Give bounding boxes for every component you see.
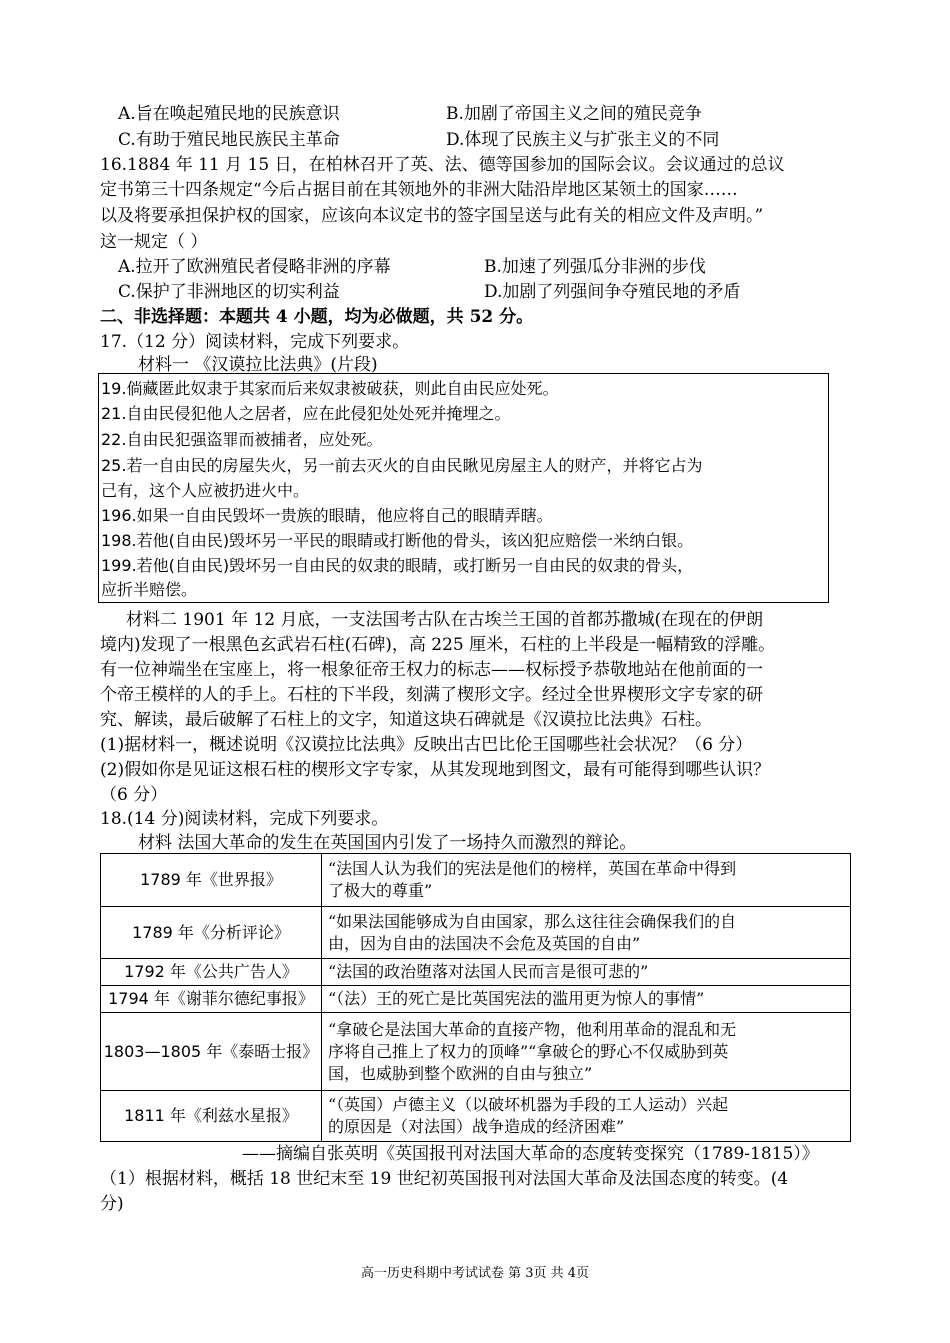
q16-stem-line: 以及将要承担保护权的国家，应该向本议定书的签字国呈送与此有关的相应文件及声明。” [100,206,764,226]
q16-stem-line: 定书第三十四条规定“今后占据目前在其领地外的非洲大陆沿岸地区某领土的国家…… [100,180,738,200]
quote-line: 的原因是（对法国）战争造成的经济困难” [328,1117,625,1136]
law-clause: 25.若一自由民的房屋失火，另一前去灭火的自由民瞅见房屋主人的财产，并将它占为 [101,456,703,475]
law-clause: 21.自由民侵犯他人之居者，应在此侵犯处处死并掩埋之。 [101,404,511,423]
q18-material-title: 材料 法国大革命的发生在英国国内引发了一场持久而激烈的辩论。 [138,833,637,853]
quote-line: “拿破仑是法国大革命的直接产物，他利用革命的混乱和无 [328,1019,737,1039]
table-source-cell: 1792 年《公共广告人》 [101,959,322,986]
q18-newspaper-table [100,853,851,1142]
table-row [101,959,851,986]
quote-line: “如果法国能够成为自由国家，那么这往往会确保我们的自 [328,911,737,931]
q15-option-d: D.体现了民族主义与扩张主义的不同 [446,130,720,150]
law-clause: 己有，这个人应被扔进火中。 [101,481,310,500]
table-source-cell: 1794 年《谢菲尔德纪事报》 [101,986,322,1013]
q16-option-d: D.加剧了列强间争夺殖民地的矛盾 [484,282,741,302]
table-quote-cell [322,986,851,1013]
q16-stem-line: 这一规定（ ） [100,232,208,252]
table-source-cell: 1789 年《世界报》 [101,854,322,907]
q18-intro: 18.(14 分)阅读材料，完成下列要求。 [100,809,389,829]
q16-option-c: C.保护了非洲地区的切实利益 [118,282,340,302]
quote-line: 序将自己推上了权力的顶峰”“拿破仑的野心不仅威胁到英 [328,1041,729,1061]
q15-option-c: C.有助于殖民地民族民主革命 [118,130,340,150]
table-row [101,907,851,959]
table-quote-cell [322,1091,851,1142]
q15-option-b: B.加剧了帝国主义之间的殖民竞争 [446,104,702,124]
section-2-title: 二、非选择题：本题共 4 小题，均为必做题，共 52 分。 [100,307,534,327]
quote-line: 国，也威胁到整个欧洲的自由与独立” [328,1063,593,1083]
q17-material2-line: 个帝王模样的人的手上。石柱的下半段，刻满了楔形文字。经过全世界楔形文字专家的研 [100,685,763,705]
q17-intro: 17.（12 分）阅读材料，完成下列要求。 [100,332,410,352]
q16-option-a: A.拉开了欧洲殖民者侵略非洲的序幕 [118,257,391,277]
q18-question-1: （1）根据材料，概括 18 世纪末至 19 世纪初英国报刊对法国大革命及法国态度的转变。(4 [100,1169,789,1189]
q16-stem-line: 16.1884 年 11 月 15 日，在柏林召开了英、法、德等国参加的国际会议。会议通过的总议 [100,155,785,175]
quote-line: “法国人认为我们的宪法是他们的榜样，英国在革命中得到 [328,859,737,878]
law-clause: 198.若他(自由民)毁坏另一平民的眼睛或打断他的骨头，该凶犯应赔偿一米纳白银。 [101,531,694,550]
quote-line: “法国的政治堕落对法国人民而言是很可悲的” [328,962,649,981]
table-quote-cell [322,959,851,986]
q17-material2-line: 境内)发现了一根黑色玄武岩石柱(石碑)，高 225 厘米，石柱的上半段是一幅精致的浮雕。 [100,635,776,655]
table-row [101,1091,851,1142]
table-quote-cell [322,907,851,959]
q17-material2-line: 有一位神端坐在宝座上，将一根象征帝王权力的标志——权标授予恭敬地站在他前面的一 [100,660,763,680]
q17-question-2-score: （6 分） [100,785,168,805]
table-row [101,1013,851,1091]
q16-option-b: B.加速了列强瓜分非洲的步伐 [484,257,706,277]
quote-line: 了极大的尊重” [328,881,433,900]
law-clause: 196.如果一自由民毁坏一贵族的眼睛，他应将自己的眼睛弄瞎。 [101,506,553,525]
table-quote-cell [322,1013,851,1091]
q17-material2-line: 究、解读，最后破解了石柱上的文字，知道这块石碑就是《汉谟拉比法典》石柱。 [100,710,712,730]
table-source-cell: 1803—1805 年《泰晤士报》 [101,1013,322,1091]
page-footer: 高一历史科期中考试试卷 第 3页 共 4页 [360,1266,590,1281]
q17-material1-box [98,373,829,603]
q17-material2-line: 材料二 1901 年 12 月底，一支法国考古队在古埃兰王国的首都苏撒城(在现在的伊朗 [126,610,764,630]
q18-citation: ——摘编自张英明《英国报刊对法国大革命的态度转变探究（1789-1815）》 [242,1144,819,1164]
table-quote-cell [322,854,851,907]
q17-question-1: (1)据材料一，概述说明《汉谟拉比法典》反映出古巴比伦王国哪些社会状况？（6 分） [100,735,753,755]
q15-option-a: A.旨在唤起殖民地的民族意识 [118,104,340,124]
law-clause: 199.若他(自由民)毁坏另一自由民的奴隶的眼睛，或打断另一自由民的奴隶的骨头， [101,556,694,575]
law-clause: 22.自由民犯强盗罪而被捕者，应处死。 [101,430,383,449]
law-clause: 应折半赔偿。 [101,580,198,599]
table-row [101,854,851,907]
q17-question-2: (2)假如你是见证这根石柱的楔形文字专家，从其发现地到图文，最有可能得到哪些认识？ [100,760,771,780]
table-source-cell: 1811 年《利兹水星报》 [101,1091,322,1142]
quote-line: 由，因为自由的法国决不会危及英国的自由” [328,933,641,953]
q18-question-1-cont: 分) [100,1194,124,1214]
quote-line: “（法）王的死亡是比英国宪法的滥用更为惊人的事情” [328,989,705,1008]
table-source-cell: 1789 年《分析评论》 [101,907,322,959]
law-clause: 19.倘藏匿此奴隶于其家而后来奴隶被破获，则此自由民应处死。 [101,379,559,398]
table-row [101,986,851,1013]
quote-line: “（英国）卢德主义（以破坏机器为手段的工人运动）兴起 [328,1095,729,1114]
q17-material1-title: 材料一 《汉谟拉比法典》(片段) [138,355,378,375]
